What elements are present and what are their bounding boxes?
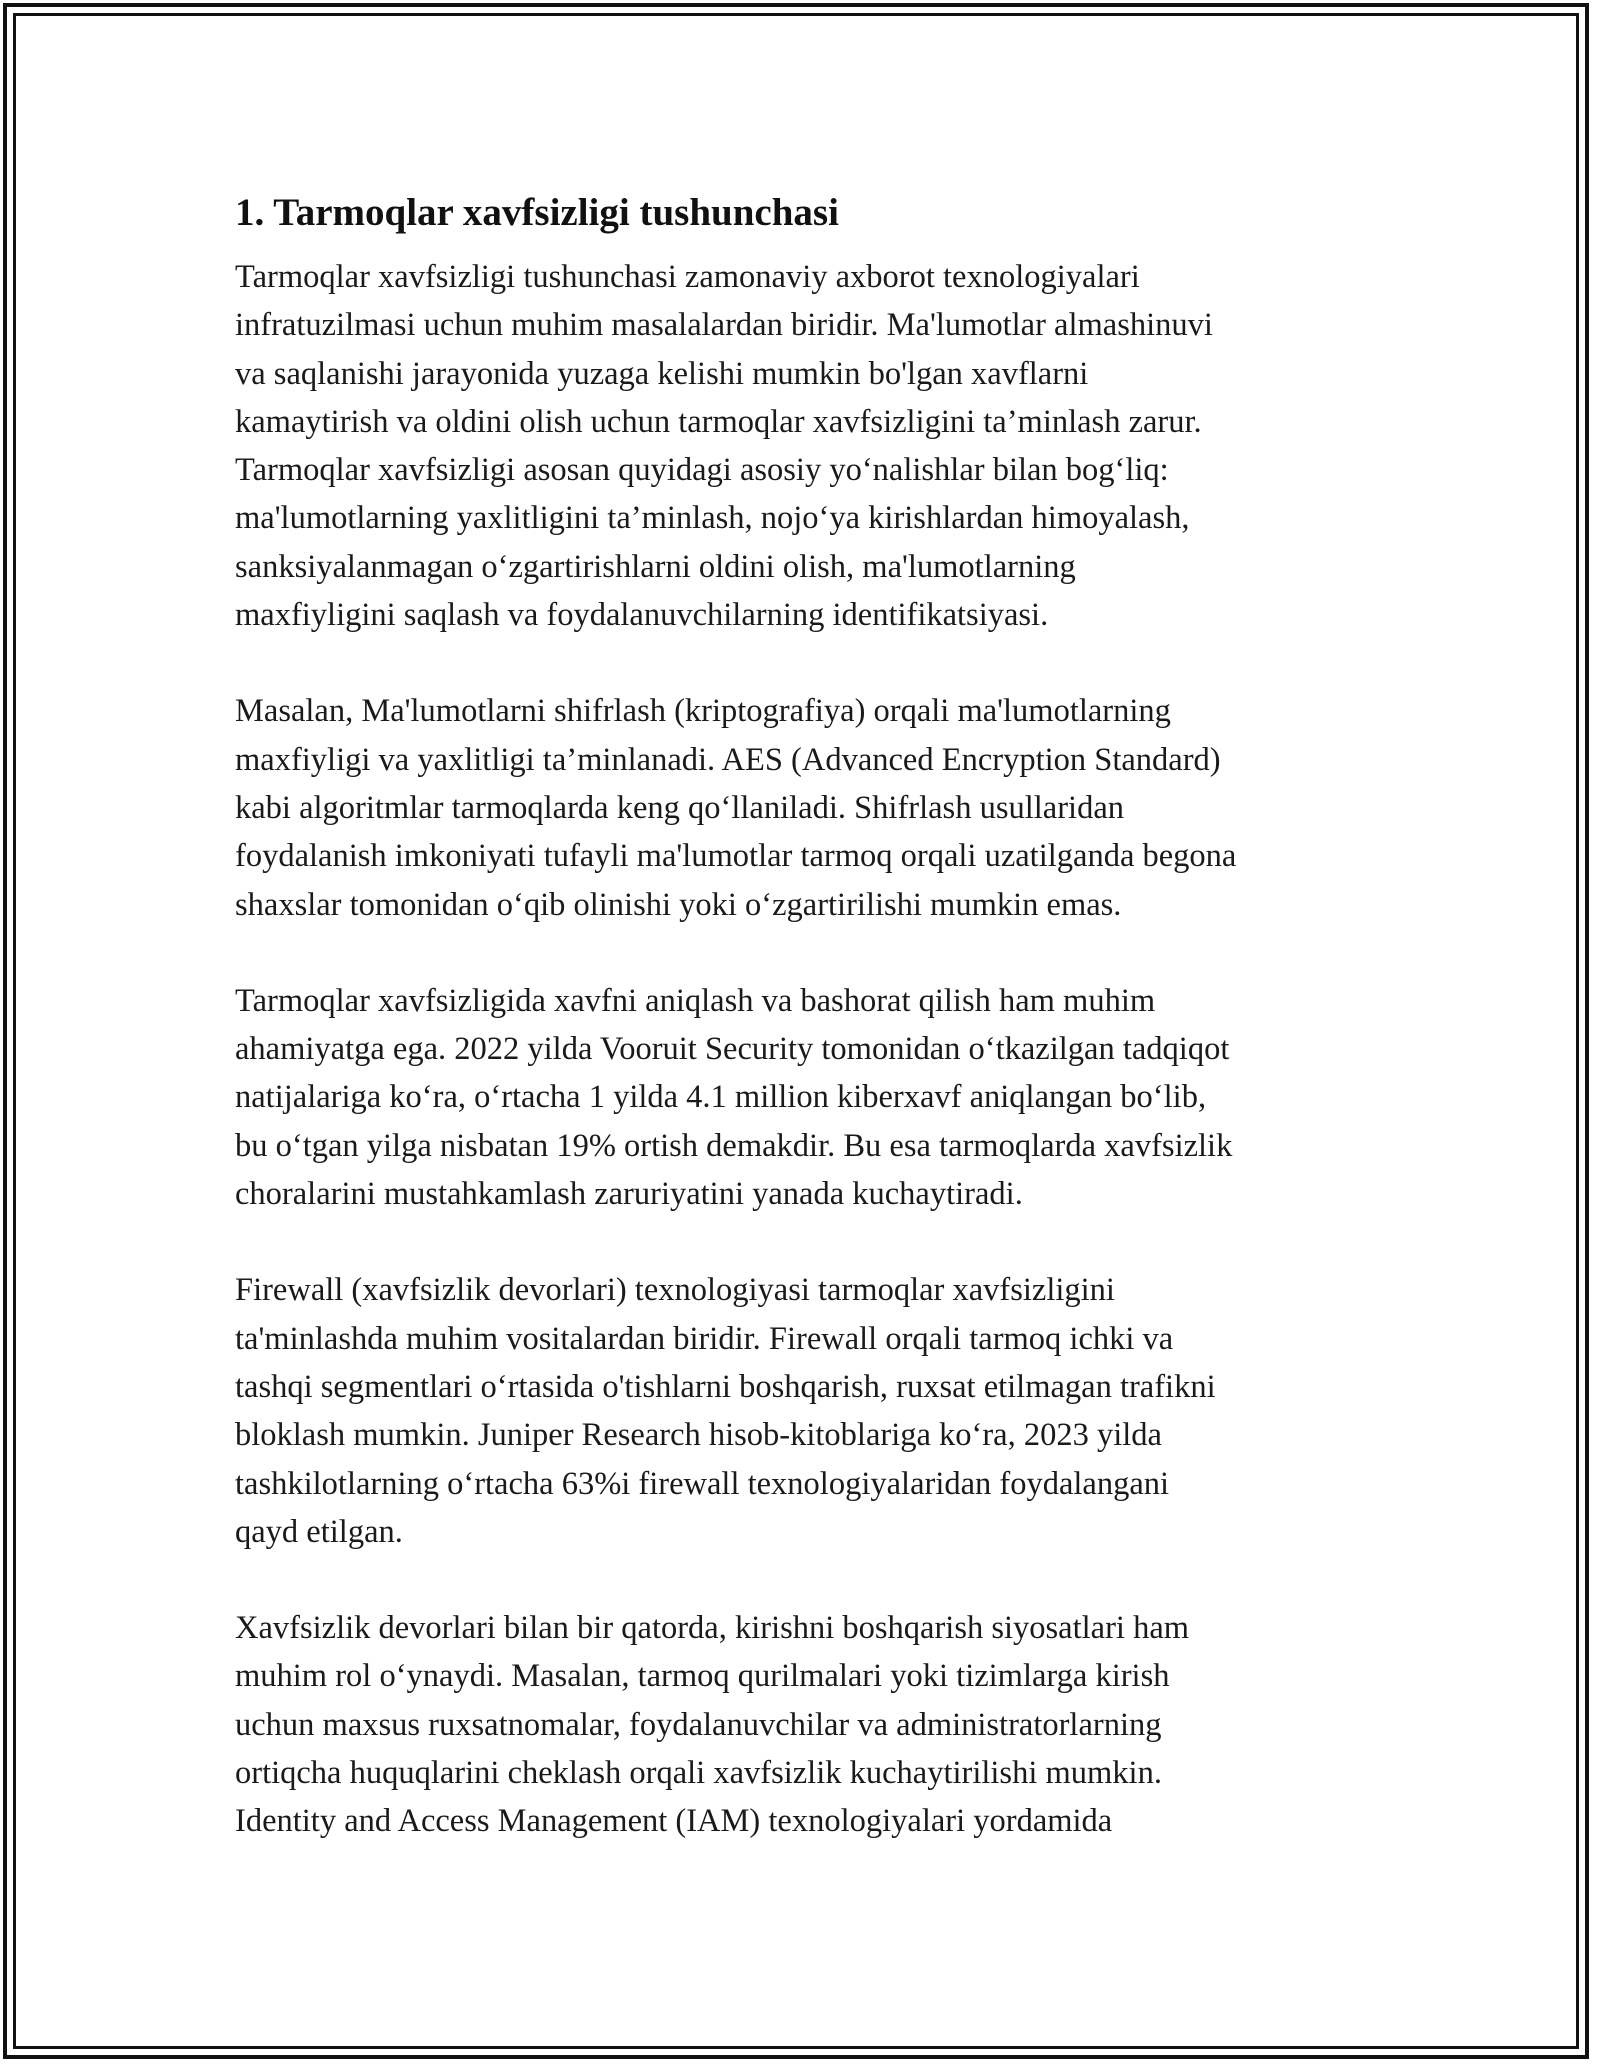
text-line: Identity and Access Management (IAM) texnologiyalari yordamida — [235, 1803, 1113, 1840]
text-line: infratuzilmasi uchun muhim masalalardan biridir. Ma'lumotlar almashinuvi — [235, 307, 1213, 344]
paragraph-1 — [235, 253, 1385, 639]
text-line: ta'minlashda muhim vositalardan biridir. Firewall orqali tarmoq ichki va — [235, 1320, 1174, 1357]
text-line: bloklash mumkin. Juniper Research hisob-kitoblariga ko‘ra, 2023 yilda — [235, 1417, 1162, 1454]
paragraph-2 — [235, 687, 1385, 928]
text-line: qayd etilgan. — [235, 1513, 403, 1550]
text-line: maxfiyligini saqlash va foydalanuvchilarning identifikatsiyasi. — [235, 597, 1049, 634]
text-line: choralarini mustahkamlash zaruriyatini yanada kuchaytiradi. — [235, 1176, 1023, 1213]
text-line: ortiqcha huquqlarini cheklash orqali xavfsizlik kuchaytirilishi mumkin. — [235, 1755, 1162, 1792]
text-line: sanksiyalanmagan o‘zgartirishlarni oldini olish, ma'lumotlarning — [235, 548, 1076, 585]
document-body — [235, 185, 1385, 1894]
paragraph-4 — [235, 1266, 1385, 1556]
paragraph-3 — [235, 977, 1385, 1218]
text-line: bu o‘tgan yilga nisbatan 19% ortish demakdir. Bu esa tarmoqlarda xavfsizlik — [235, 1127, 1233, 1164]
text-line: Tarmoqlar xavfsizligi asosan quyidagi asosiy yo‘nalishlar bilan bog‘liq: — [235, 452, 1169, 489]
text-line: va saqlanishi jarayonida yuzaga kelishi mumkin bo'lgan xavflarni — [235, 355, 1089, 392]
text-line: Firewall (xavfsizlik devorlari) texnologiyasi tarmoqlar xavfsizligini — [235, 1272, 1115, 1309]
text-line: shaxslar tomonidan o‘qib olinishi yoki o‘zgartirilishi mumkin emas. — [235, 886, 1122, 923]
text-line: uchun maxsus ruxsatnomalar, foydalanuvchilar va administratorlarning — [235, 1706, 1162, 1743]
text-line: Masalan, Ma'lumotlarni shifrlash (kriptografiya) orqali ma'lumotlarning — [235, 693, 1171, 730]
text-line: natijalariga ko‘ra, o‘rtacha 1 yilda 4.1 million kiberxavf aniqlangan bo‘lib, — [235, 1079, 1207, 1116]
paragraphs-container — [235, 253, 1385, 1846]
text-line: ma'lumotlarning yaxlitligini ta’minlash, nojo‘ya kirishlardan himoyalash, — [235, 500, 1190, 537]
section-heading: 1. Tarmoqlar xavfsizligi tushunchasi — [235, 191, 839, 234]
text-line: Xavfsizlik devorlari bilan bir qatorda, kirishni boshqarish siyosatlari ham — [235, 1610, 1190, 1647]
text-line: Tarmoqlar xavfsizligi tushunchasi zamonaviy axborot texnologiyalari — [235, 259, 1140, 295]
text-line: kabi algoritmlar tarmoqlarda keng qo‘llaniladi. Shifrlash usullaridan — [235, 789, 1124, 826]
text-line: foydalanish imkoniyati tufayli ma'lumotlar tarmoq orqali uzatilganda begona — [235, 838, 1237, 875]
text-line: tashqi segmentlari o‘rtasida o'tishlarni boshqarish, ruxsat etilmagan trafikni — [235, 1368, 1216, 1405]
text-line: maxfiyligi va yaxlitligi ta’minlanadi. AES (Advanced Encryption Standard) — [235, 741, 1221, 778]
paragraph-5 — [235, 1604, 1385, 1845]
text-line: kamaytirish va oldini olish uchun tarmoqlar xavfsizligini ta’minlash zarur. — [235, 403, 1202, 440]
text-line: muhim rol o‘ynaydi. Masalan, tarmoq qurilmalari yoki tizimlarga kirish — [235, 1658, 1170, 1695]
text-line: Tarmoqlar xavfsizligida xavfni aniqlash va bashorat qilish ham muhim — [235, 982, 1156, 1019]
text-line: ahamiyatga ega. 2022 yilda Vooruit Security tomonidan o‘tkazilgan tadqiqot — [235, 1031, 1230, 1068]
text-line: tashkilotlarning o‘rtacha 63%i firewall texnologiyalaridan foydalangani — [235, 1465, 1170, 1502]
